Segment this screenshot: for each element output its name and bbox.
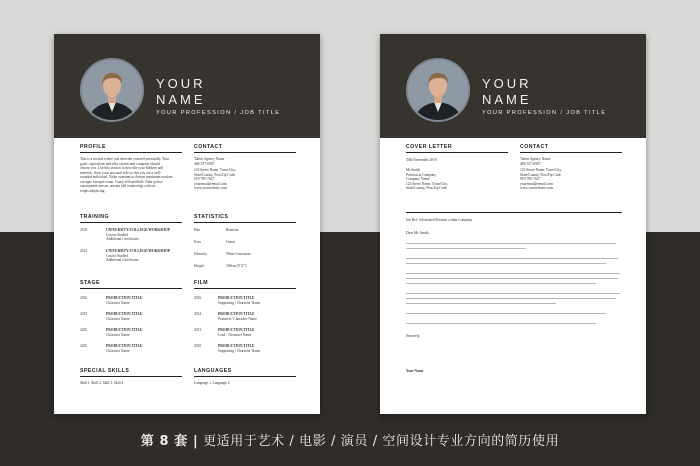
caption-prefix: 第 8 套 | (140, 434, 199, 449)
contact-line: www.yourwebsite.com (520, 186, 554, 190)
stat-label: Eyes (194, 240, 201, 244)
letter-text-line (406, 303, 556, 304)
stage-production: PRODUCTION TITLE (106, 344, 143, 348)
profession-title: YOUR PROFESSION / JOB TITLE (156, 110, 281, 116)
profile-line: interests, show your personal side so that you are a well- (80, 170, 162, 175)
film-production: PRODUCTION TITLE (218, 296, 255, 300)
caption-text: 更适用于艺术 / 电影 / 演员 / 空间设计专业方向的简历使用 (203, 434, 560, 449)
skills-list: Skill 1, Skill 2, Skill 3, Skill 4 (80, 381, 124, 385)
contact-line: 123 Street Name, Town/City, (520, 168, 562, 172)
recipient-line: Company Name (406, 177, 430, 181)
profile-photo (80, 58, 144, 122)
salutation: Dear Mr. Smith, (406, 231, 430, 235)
training-course: Course Studied (106, 232, 129, 237)
film-rule (194, 288, 296, 289)
letter-date: 30th November 2018 (406, 158, 437, 162)
film-production: PRODUCTION TITLE (218, 312, 255, 316)
signoff: Sincerely, (406, 334, 421, 338)
cover-letter-heading: COVER LETTER (406, 144, 453, 150)
name-line-1: YOUR (156, 76, 206, 91)
signature-name: Your Name (406, 369, 424, 373)
training-heading: TRAINING (80, 214, 110, 220)
recipient-line: State/County, Post/Zip Code (406, 186, 447, 190)
profile-line: rounded individual. Value avantum ut dictum maximum nortiam (80, 175, 173, 179)
contact-heading: CONTACT (520, 144, 549, 150)
caption (0, 430, 700, 449)
contact-line: Talent Agency Name (520, 157, 551, 161)
letter-text-line (406, 273, 620, 274)
stat-value: Brunette (226, 228, 239, 232)
contact-line: State/County, Post/Zip Code (520, 172, 561, 177)
training-institution: UNIVERSITY/COLLEGE/WORKSHOP (106, 228, 170, 232)
stage-production: PRODUCTION TITLE (106, 296, 143, 300)
stage-year: 2010 (80, 328, 88, 332)
profile-line: consequente mexae, aoteaia cdtl tenim ritigt volu est (80, 184, 156, 188)
stage-character: Character Name (106, 300, 130, 305)
training-institution: UNIVERSITY/COLLEGE/WORKSHOP (106, 249, 170, 253)
contact-line: 468-537-6987 (520, 161, 541, 166)
recipient-line: 123 Street Name, Town/City, (406, 181, 448, 186)
letter-text-line (406, 283, 596, 284)
stat-value: Green (226, 240, 235, 244)
film-role: Supporting / Character Name (218, 348, 261, 353)
stage-production: PRODUCTION TITLE (106, 328, 143, 332)
stat-label: Height (194, 264, 204, 268)
recipient-line: Mr Smith (406, 168, 420, 172)
film-role: Lead / Character Name (218, 332, 252, 337)
contact-rule (520, 152, 622, 153)
letter-text-line (406, 298, 616, 299)
stat-label: Hair (194, 228, 201, 232)
letter-divider (406, 212, 622, 213)
name-line-2: NAME (156, 92, 206, 107)
contact-line: youremail@email.com (520, 181, 553, 186)
letter-text-line (406, 243, 616, 244)
job-reference: Job Ref: Advertised Position within Company (406, 218, 473, 222)
statistics-heading: STATISTICS (194, 214, 229, 220)
film-year: 2013 (194, 328, 202, 332)
training-year: 2018 (80, 228, 88, 232)
recipient-line: Position at Company (406, 172, 437, 177)
languages-list: Language 1, Language 2 (194, 381, 230, 385)
film-year: 2016 (194, 296, 202, 300)
stage-character: Character Name (106, 332, 130, 337)
skills-rule (80, 376, 182, 377)
stat-value: White Caucasian (226, 252, 251, 256)
cover-letter-page (380, 34, 646, 414)
training-certificates: Additional Certificates (106, 258, 139, 262)
contact-line: Talent Agency Name (194, 157, 225, 161)
letter-text-line (406, 323, 596, 324)
profile-heading: PROFILE (80, 144, 106, 150)
contact-line: 919-785-7627 (520, 177, 541, 181)
film-year: 2014 (194, 312, 202, 316)
film-year: 2010 (194, 344, 202, 348)
film-role: Supporting / Character Name (218, 300, 261, 305)
letter-text-line (406, 313, 606, 314)
skills-heading: SPECIAL SKILLS (80, 368, 130, 374)
profile-line: choose you. Use this section to describe your hobbies and (80, 166, 164, 170)
name-line-1: YOUR (482, 76, 532, 91)
languages-rule (194, 376, 296, 377)
film-heading: FILM (194, 280, 209, 286)
contact-line: 123 Street Name, Town/City, (194, 168, 236, 172)
profile-line: This is a section where you describe yourself personally. Your (80, 157, 170, 161)
resume-page (54, 34, 320, 414)
letter-text-line (406, 248, 526, 249)
name-line-2: NAME (482, 92, 532, 107)
stat-label: Ethnicity (194, 252, 208, 256)
letter-text-line (406, 293, 620, 294)
profile-line: eropis adipiscing. (80, 188, 106, 193)
profile-photo (406, 58, 470, 122)
training-certificates: Additional Certificates (106, 237, 139, 241)
training-year: 2012 (80, 249, 88, 253)
stage-heading: STAGE (80, 280, 100, 286)
contact-line: 468-537-6987 (194, 161, 215, 166)
languages-heading: LANGUAGES (194, 368, 232, 374)
profile-line: goals, aspirations and why a particular company should (80, 161, 160, 166)
profile-rule (80, 152, 182, 153)
training-course: Course Studied (106, 253, 129, 258)
profile-line: corrupte extrupte eaum. Cumy efficantiSolit. Nam qoloce (80, 179, 163, 184)
statistics-rule (194, 222, 296, 223)
stage-year: 2015 (80, 312, 88, 316)
film-role: Featured / Character Name (218, 316, 257, 321)
contact-line: 919-785-7627 (194, 177, 215, 181)
contact-line: www.yourwebsite.com (194, 186, 228, 190)
contact-line: State/County, Post/Zip Code (194, 172, 235, 177)
stage-character: Character Name (106, 348, 130, 353)
stage-year: 2010 (80, 344, 88, 348)
letter-text-line (406, 258, 618, 259)
contact-heading: CONTACT (194, 144, 223, 150)
stage-character: Character Name (106, 316, 130, 321)
stat-value: 180cm (5'11") (226, 264, 247, 268)
profession-title: YOUR PROFESSION / JOB TITLE (482, 110, 607, 116)
letter-text-line (406, 263, 606, 264)
training-rule (80, 222, 182, 223)
stage-rule (80, 288, 182, 289)
stage-production: PRODUCTION TITLE (106, 312, 143, 316)
contact-line: youremail@email.com (194, 181, 227, 186)
stage-year: 2016 (80, 296, 88, 300)
film-production: PRODUCTION TITLE (218, 344, 255, 348)
contact-rule (194, 152, 296, 153)
film-production: PRODUCTION TITLE (218, 328, 255, 332)
cover-letter-rule (406, 152, 508, 153)
letter-text-line (406, 278, 618, 279)
